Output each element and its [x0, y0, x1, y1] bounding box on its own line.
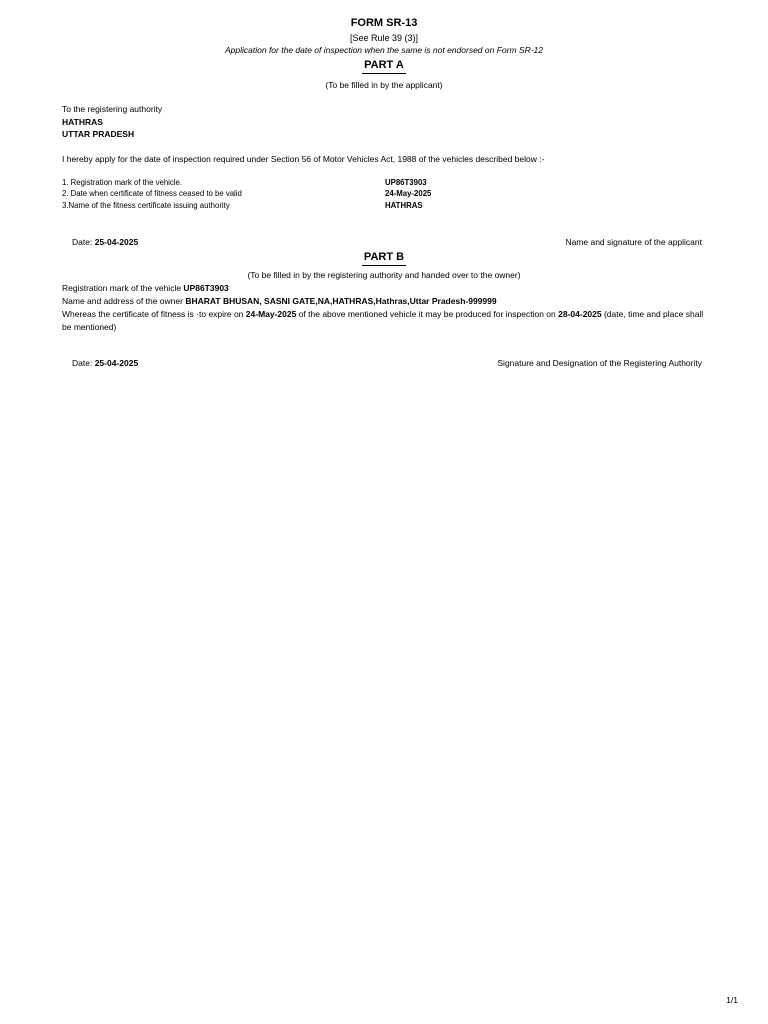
addressee-state: UTTAR PRADESH [62, 129, 135, 139]
part-a-date [72, 237, 138, 247]
page-number: 1/1 [726, 995, 738, 1005]
part-b-date-label: Date: [72, 358, 95, 368]
whereas-text-3: (date, time and place shall be mentioned) [62, 309, 704, 332]
form-subtitle: Application for the date of inspection when the same is not endorsed on Form SR-12 [225, 45, 543, 55]
item-fitness-expiry-value: 24-May-2025 [385, 189, 432, 198]
fitness-expiry-date: 24-May-2025 [245, 309, 297, 319]
addressee-city: HATHRAS [62, 117, 103, 127]
part-a-date-label: Date: [72, 237, 95, 247]
applicant-signature-label: Name and signature of the applicant [565, 237, 702, 247]
item-registration-value: UP86T3903 [385, 178, 427, 187]
part-b-owner-value: BHARAT BHUSAN, SASNI GATE,NA,HATHRAS,Hathras,Uttar Pradesh-999999 [185, 296, 497, 306]
part-b-registration [62, 283, 229, 293]
part-b-registration-value: UP86T3903 [183, 283, 229, 293]
part-b-date-value: 25-04-2025 [94, 358, 139, 368]
part-b-note: (To be filled in by the registering authority and handed over to the owner) [247, 270, 521, 280]
part-b-heading-text: PART B [362, 251, 406, 266]
part-b-fitness-statement [62, 308, 706, 333]
whereas-text-1: Whereas the certificate of fitness is ·to expire on [62, 309, 246, 319]
part-b-heading [0, 251, 768, 266]
part-a-heading [0, 59, 768, 74]
inspection-date: 28-04-2025 [558, 309, 602, 319]
part-b-owner-label: Name and address of the owner [62, 296, 186, 306]
part-b-date [72, 358, 138, 368]
part-b-owner [62, 296, 497, 306]
authority-signature-label: Signature and Designation of the Registering Authority [497, 358, 702, 368]
item-issuing-authority-value: HATHRAS [385, 201, 423, 210]
rule-reference: [See Rule 39 (3)] [349, 33, 419, 43]
whereas-text-2: of the above mentioned vehicle it may be produced for inspection on [296, 309, 559, 319]
item-registration-label: 1. Registration mark of the vehicle. [62, 178, 183, 187]
item-fitness-expiry-label: 2. Date when certificate of fitness ceased to be valid [62, 189, 242, 198]
part-a-date-value: 25-04-2025 [94, 237, 139, 247]
item-issuing-authority-label: 3.Name of the fitness certificate issuing authority [62, 201, 230, 210]
addressee-label: To the registering authority [62, 104, 163, 114]
part-a-note: (To be filled in by the applicant) [325, 80, 443, 90]
part-b-registration-label: Registration mark of the vehicle [62, 283, 184, 293]
form-title: FORM SR-13 [350, 17, 418, 29]
declaration-text: I hereby apply for the date of inspection required under Section 56 of Motor Vehicles Act, 1988 of the vehicles described below :- [62, 154, 545, 164]
part-a-heading-text: PART A [362, 59, 406, 74]
